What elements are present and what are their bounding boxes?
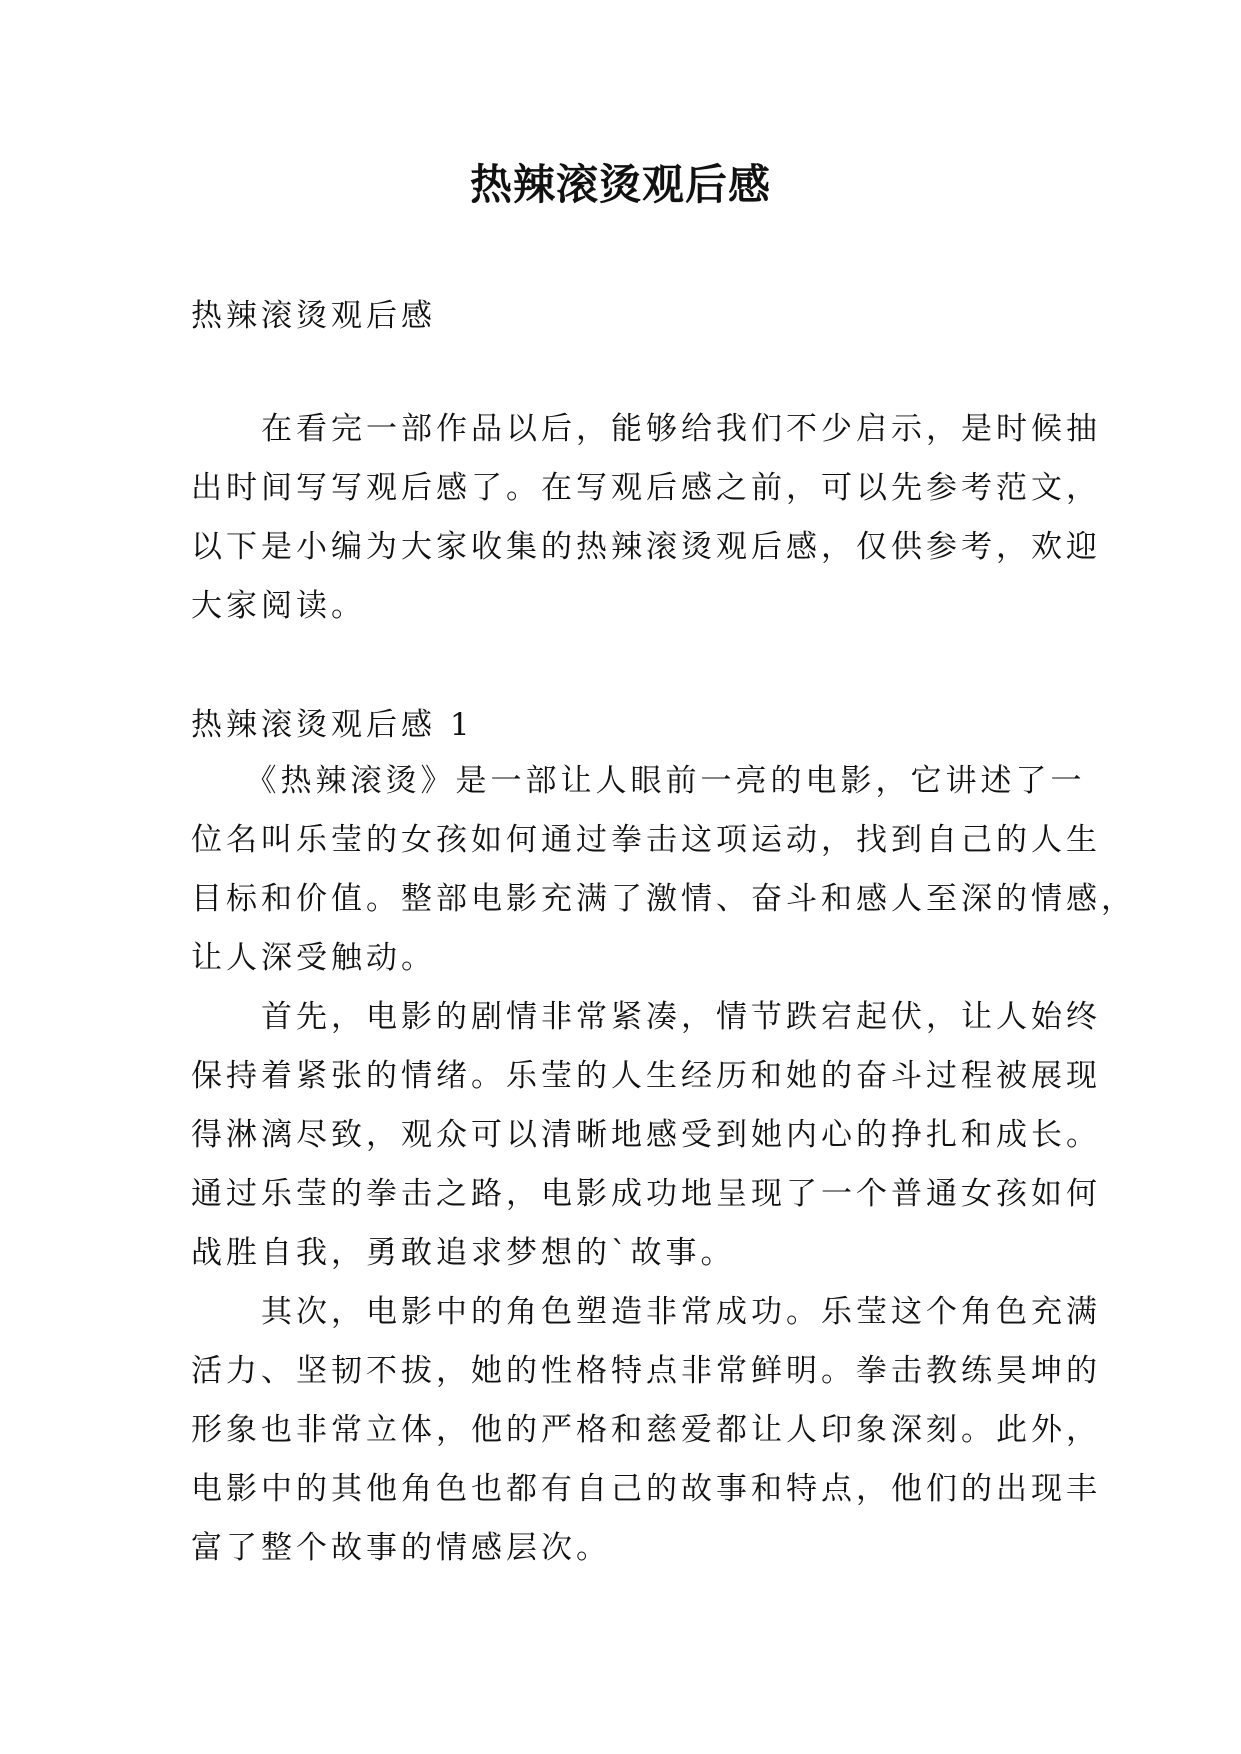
- intro-line: 大家阅读。: [191, 588, 366, 624]
- body-line: 通过乐莹的拳击之路，电影成功地呈现了一个普通女孩如何: [191, 1176, 1101, 1212]
- document-subtitle: 热辣滚烫观后感: [191, 298, 436, 334]
- intro-line: 在看完一部作品以后，能够给我们不少启示，是时候抽: [191, 411, 1101, 447]
- body-line: 活力、坚韧不拔，她的性格特点非常鲜明。拳击教练昊坤的: [191, 1353, 1101, 1389]
- review-body: [191, 752, 1136, 1578]
- intro-line: 以下是小编为大家收集的热辣滚烫观后感，仅供参考，欢迎: [191, 529, 1101, 565]
- body-line: 战胜自我，勇敢追求梦想的`故事。: [191, 1235, 736, 1271]
- page-title: 热辣滚烫观后感: [469, 160, 771, 209]
- body-line: 电影中的其他角色也都有自己的故事和特点，他们的出现丰: [191, 1471, 1101, 1507]
- body-line: 其次，电影中的角色塑造非常成功。乐莹这个角色充满: [191, 1294, 1101, 1330]
- intro-paragraph: [191, 400, 1101, 636]
- body-line: 首先，电影的剧情非常紧凑，情节跌宕起伏，让人始终: [191, 999, 1101, 1035]
- body-line: 让人深受触动。: [191, 940, 436, 976]
- body-line: 富了整个故事的情感层次。: [191, 1530, 611, 1566]
- body-line: 形象也非常立体，他的严格和慈爱都让人印象深刻。此外，: [191, 1412, 1101, 1448]
- section-title: 热辣滚烫观后感 1: [191, 707, 474, 743]
- body-line: 得淋漓尽致，观众可以清晰地感受到她内心的挣扎和成长。: [191, 1117, 1101, 1153]
- body-line: 《热辣滚烫》是一部让人眼前一亮的电影，它讲述了一: [191, 763, 1086, 799]
- body-line: 位名叫乐莹的女孩如何通过拳击这项运动，找到自己的人生: [191, 822, 1101, 858]
- body-line: 保持着紧张的情绪。乐莹的人生经历和她的奋斗过程被展现: [191, 1058, 1101, 1094]
- body-line: 目标和价值。整部电影充满了激情、奋斗和感人至深的情感，: [191, 881, 1136, 917]
- intro-line: 出时间写写观后感了。在写观后感之前，可以先参考范文，: [191, 470, 1101, 506]
